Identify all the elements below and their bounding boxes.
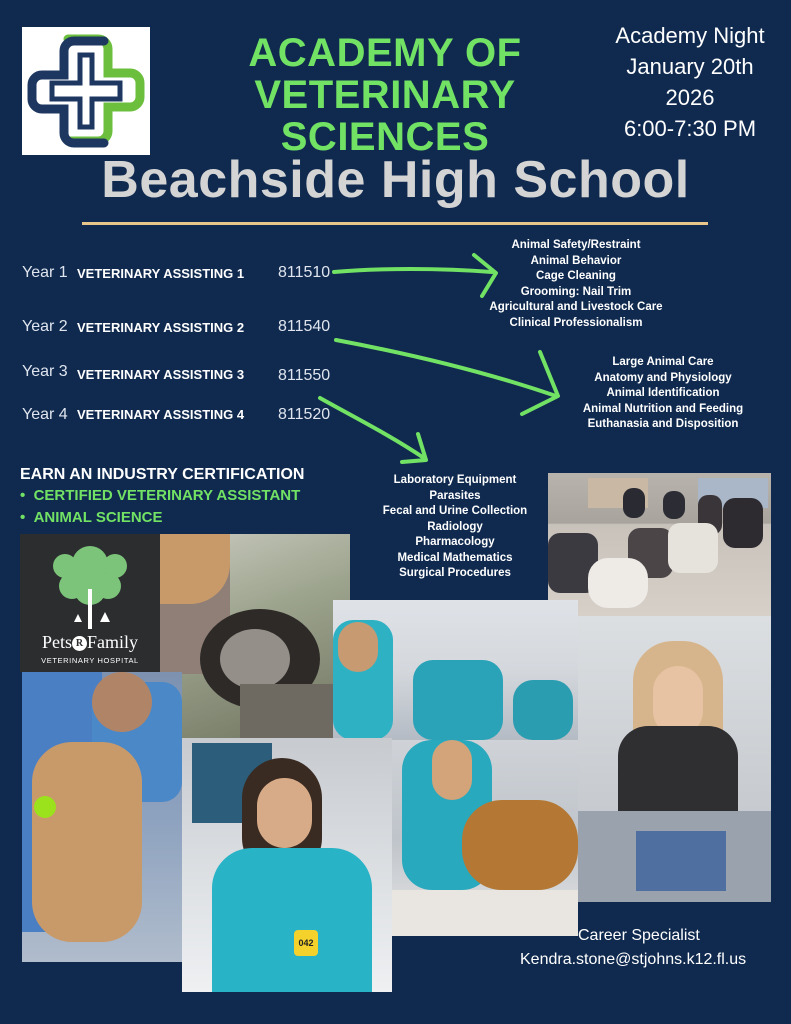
topic-item: Medical Mathematics bbox=[397, 551, 513, 564]
arrow-2 bbox=[336, 340, 556, 396]
photo-goat bbox=[160, 534, 350, 738]
event-name: Academy Night bbox=[615, 23, 765, 48]
paw-tree-icon bbox=[20, 534, 160, 634]
contact-email[interactable]: Kendra.stone@stjohns.k12.fl.us bbox=[520, 951, 747, 968]
topic-item: Agricultural and Livestock Care bbox=[489, 301, 663, 313]
photo-plush-dog bbox=[392, 740, 578, 936]
title-line-2: VETERINARY SCIENCES bbox=[254, 73, 516, 159]
partner-logo bbox=[20, 534, 160, 672]
certification-label: ANIMAL SCIENCE bbox=[33, 509, 163, 526]
course-code: 811510 bbox=[278, 264, 331, 281]
year-label: Year 2 bbox=[22, 318, 68, 335]
photo-classroom bbox=[548, 473, 771, 616]
event-time: 6:00-7:30 PM bbox=[623, 116, 757, 141]
photo-ear-tag bbox=[182, 738, 392, 992]
topic-item: Animal Safety/Restraint bbox=[511, 239, 641, 251]
course-code: 811550 bbox=[278, 367, 331, 384]
topic-item: Anatomy and Physiology bbox=[594, 371, 732, 384]
year-label: Year 3 bbox=[22, 363, 68, 380]
contact-title: Career Specialist bbox=[578, 927, 700, 944]
arrow-3 bbox=[320, 398, 424, 458]
course-code: 811520 bbox=[278, 406, 331, 423]
certification-heading: EARN AN INDUSTRY CERTIFICATION bbox=[20, 466, 305, 483]
year-label: Year 1 bbox=[22, 264, 68, 281]
topic-item: Animal Behavior bbox=[530, 254, 622, 267]
course-name: VETERINARY ASSISTING 2 bbox=[77, 320, 245, 335]
school-name: Beachside High School bbox=[101, 151, 690, 209]
photo-dissection bbox=[578, 616, 771, 902]
topic-item: Grooming: Nail Trim bbox=[520, 285, 632, 298]
course-name: VETERINARY ASSISTING 4 bbox=[77, 407, 245, 422]
ear-tag: 042 bbox=[294, 930, 318, 956]
photo-lab bbox=[333, 600, 578, 740]
title-line-1: ACADEMY OF bbox=[248, 31, 522, 75]
event-year: 2026 bbox=[665, 85, 715, 110]
topic-list-1 bbox=[476, 238, 676, 331]
topic-item: Clinical Professionalism bbox=[509, 316, 643, 329]
topic-item: Radiology bbox=[427, 520, 483, 533]
topic-item: Cage Cleaning bbox=[536, 270, 616, 282]
certification-label: CERTIFIED VETERINARY ASSISTANT bbox=[33, 487, 301, 504]
course-name: VETERINARY ASSISTING 1 bbox=[77, 266, 245, 281]
partner-subtitle: VETERINARY HOSPITAL bbox=[41, 656, 139, 665]
topic-item: Parasites bbox=[429, 489, 481, 502]
contact-info bbox=[520, 924, 780, 972]
event-date: January 20th bbox=[626, 54, 754, 79]
certification-item: • ANIMAL SCIENCE bbox=[20, 509, 163, 526]
certification-item: • CERTIFIED VETERINARY ASSISTANT bbox=[20, 487, 301, 504]
topic-list-3 bbox=[372, 473, 538, 582]
topic-item: Animal Identification bbox=[606, 387, 720, 399]
topic-item: Pharmacology bbox=[415, 536, 495, 548]
topic-item: Laboratory Equipment bbox=[393, 474, 517, 486]
topic-item: Euthanasia and Disposition bbox=[587, 418, 739, 430]
topic-item: Large Animal Care bbox=[612, 356, 714, 368]
course-name: VETERINARY ASSISTING 3 bbox=[77, 367, 245, 382]
topic-list-2 bbox=[570, 355, 756, 433]
partner-name: Pets R Family bbox=[41, 632, 139, 652]
year-label: Year 4 bbox=[22, 406, 68, 423]
arrow-1 bbox=[334, 269, 492, 272]
photo-dog-exam bbox=[22, 672, 182, 962]
topic-item: Fecal and Urine Collection bbox=[382, 505, 528, 517]
topic-item: Animal Nutrition and Feeding bbox=[582, 402, 744, 415]
topic-item: Surgical Procedures bbox=[399, 567, 511, 579]
course-code: 811540 bbox=[278, 318, 331, 335]
partner-badge: R bbox=[72, 636, 87, 651]
